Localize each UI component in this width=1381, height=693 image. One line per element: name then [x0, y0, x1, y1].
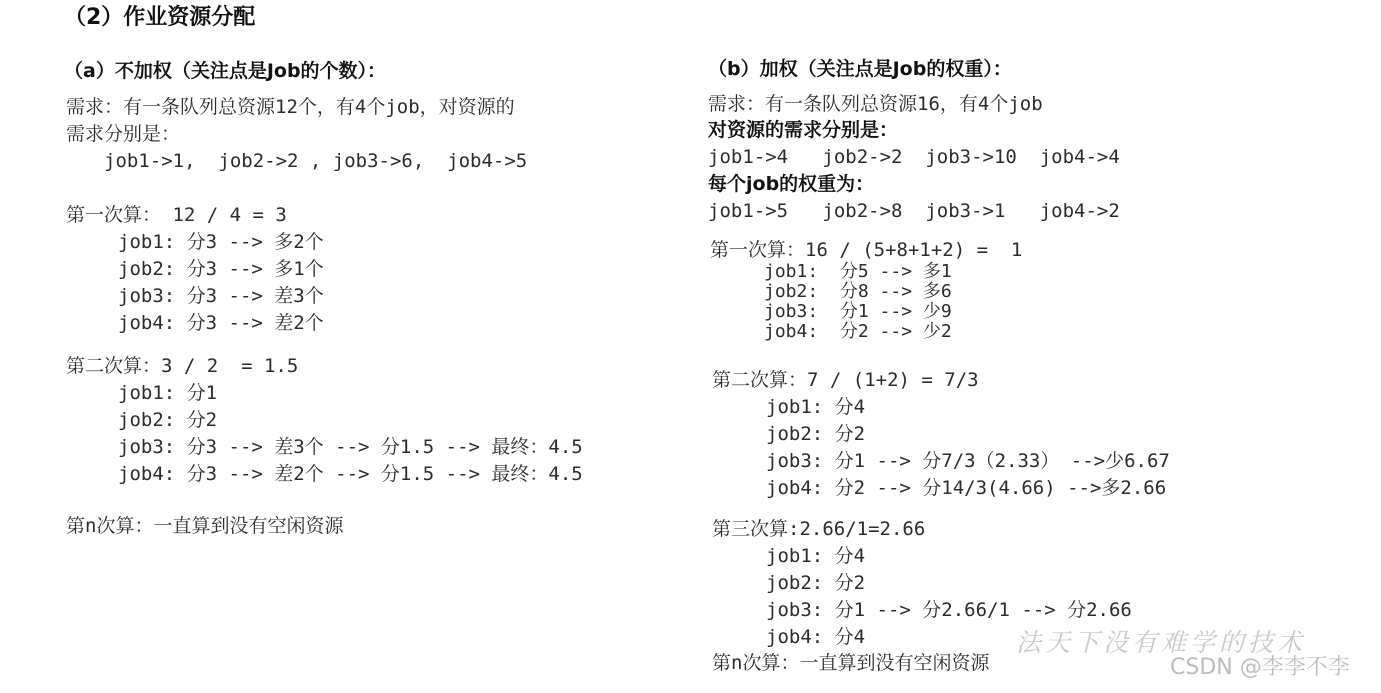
right-round2-line: job3: 分1 --> 分7/3（2.33） -->少6.67 — [766, 450, 1170, 472]
right-requirement-line1: 需求：有一条队列总资源16，有4个job — [708, 93, 1043, 115]
left-round2-title: 第二次算：3 / 2 = 1.5 — [66, 355, 299, 377]
right-round-n: 第n次算：一直算到没有空闲资源 — [712, 652, 990, 674]
left-round2-line: job4: 分3 --> 差2个 --> 分1.5 --> 最终：4.5 — [118, 463, 583, 485]
right-round2-line: job4: 分2 --> 分14/3(4.66) -->多2.66 — [766, 477, 1167, 499]
right-weights: job1->5 job2->8 job3->1 job4->2 — [708, 200, 1120, 222]
right-round3-line: job4: 分4 — [766, 626, 866, 648]
right-round3-line: job3: 分1 --> 分2.66/1 --> 分2.66 — [766, 599, 1132, 621]
right-heading: （b）加权（关注点是Job的权重）： — [708, 58, 1012, 80]
left-requirement-line2: 需求分别是： — [66, 123, 181, 145]
watermark-slogan: 法天下没有难学的技术 — [1016, 628, 1307, 657]
right-requirement-line2: 对资源的需求分别是： — [708, 119, 899, 141]
left-demands: job1->1, job2->2 , job3->6, job4->5 — [104, 150, 528, 172]
right-round2-line: job2: 分2 — [766, 423, 866, 445]
right-round1-title: 第一次算：16 / (5+8+1+2) = 1 — [710, 239, 1023, 261]
csdn-credit: CSDN @李李不李 — [1170, 655, 1350, 680]
right-round1-line: job2: 分8 --> 多6 — [764, 281, 952, 302]
right-round1-line: job3: 分1 --> 少9 — [764, 301, 952, 322]
right-round3-line: job1: 分4 — [766, 545, 866, 567]
right-round3-line: job2: 分2 — [766, 572, 866, 594]
right-round2-line: job1: 分4 — [766, 396, 866, 418]
section-title: （2）作业资源分配 — [64, 5, 256, 30]
left-round1-line: job4: 分3 --> 差2个 — [118, 312, 324, 334]
left-heading: （a）不加权（关注点是Job的个数）： — [64, 60, 387, 82]
left-round1-line: job3: 分3 --> 差3个 — [118, 285, 324, 307]
left-round2-line: job2: 分2 — [118, 409, 218, 431]
right-demands: job1->4 job2->2 job3->10 job4->4 — [708, 146, 1120, 168]
left-round2-line: job1: 分1 — [118, 382, 218, 404]
right-weights-label: 每个job的权重为： — [708, 173, 875, 195]
left-round2-line: job3: 分3 --> 差3个 --> 分1.5 --> 最终：4.5 — [118, 436, 583, 458]
left-round1-line: job2: 分3 --> 多1个 — [118, 258, 324, 280]
left-round1-line: job1: 分3 --> 多2个 — [118, 231, 324, 253]
left-requirement-line1: 需求：有一条队列总资源12个，有4个job，对资源的 — [66, 96, 515, 118]
left-round1-title: 第一次算： 12 / 4 = 3 — [66, 204, 287, 226]
right-round3-title: 第三次算:2.66/1=2.66 — [712, 518, 926, 540]
right-round2-title: 第二次算：7 / (1+2) = 7/3 — [712, 369, 979, 391]
right-round1-line: job1: 分5 --> 多1 — [764, 261, 952, 282]
left-round-n: 第n次算：一直算到没有空闲资源 — [66, 515, 344, 537]
right-round1-line: job4: 分2 --> 少2 — [764, 321, 952, 342]
